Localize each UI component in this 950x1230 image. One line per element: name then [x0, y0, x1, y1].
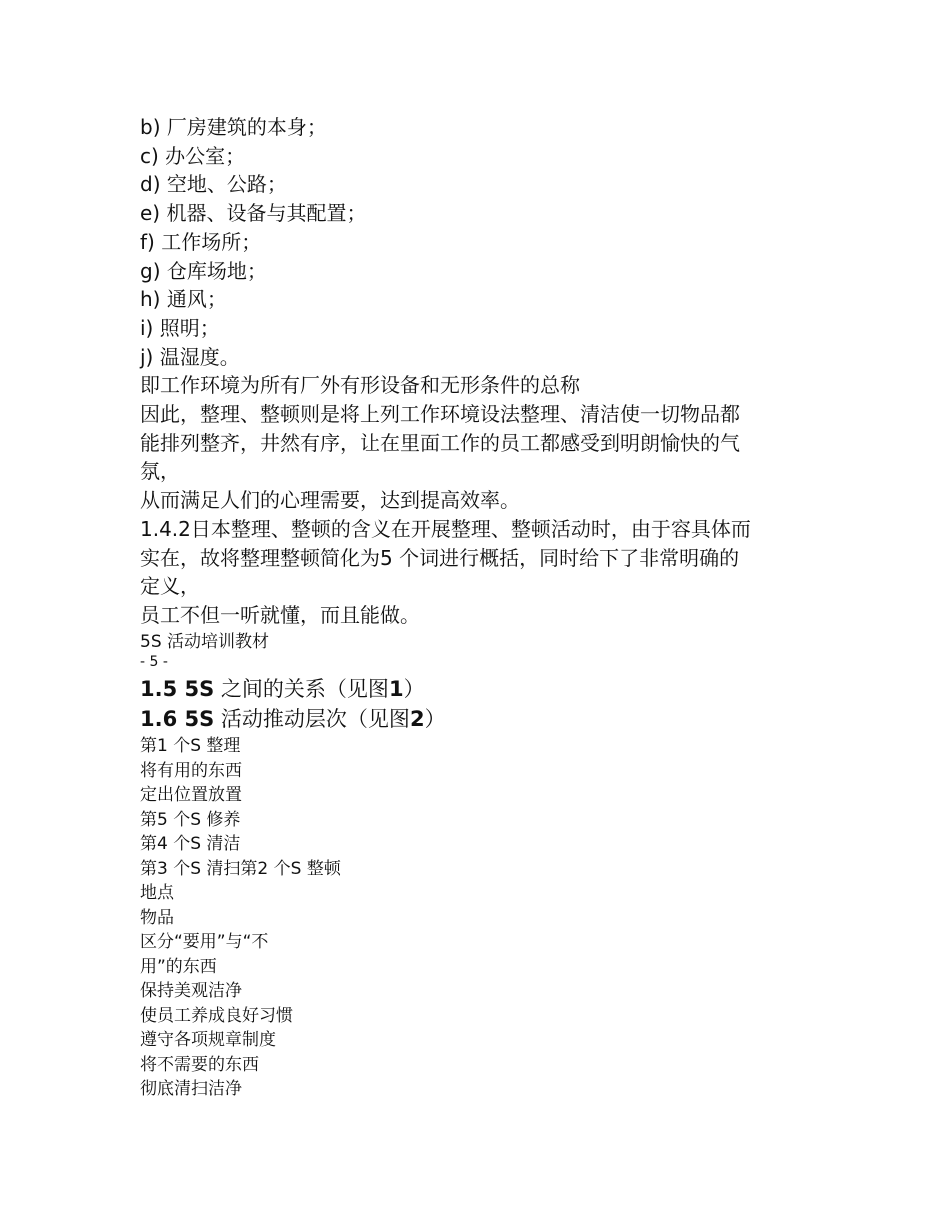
- figure-text-line: 第3 个S 清扫第2 个S 整顿: [140, 858, 341, 879]
- list-item: g) 仓库场地；: [140, 258, 267, 283]
- list-item: h) 通风；: [140, 287, 227, 312]
- footer-title: 5S 活动培训教材: [140, 631, 270, 652]
- figure-text-line: 用”的东西: [140, 956, 217, 977]
- closing-paren: ）: [403, 677, 425, 702]
- paragraph-line: 从而满足人们的心理需要，达到提高效率。: [140, 488, 520, 513]
- figure-text-line: 将不需要的东西: [140, 1054, 259, 1075]
- paragraph-line: 氛，: [140, 459, 180, 484]
- paragraph-line: 定义，: [140, 574, 200, 599]
- paragraph-line: 实在，故将整理整顿简化为5 个词进行概括，同时给下了非常明确的: [140, 545, 740, 570]
- figure-text-line: 遵守各项规章制度: [140, 1030, 276, 1051]
- closing-paren: ）: [424, 707, 446, 732]
- list-item: b) 厂房建筑的本身；: [140, 115, 327, 139]
- figure-text-line: 物品: [140, 907, 174, 928]
- environment-list: [140, 113, 820, 371]
- page-number: - 5 -: [140, 654, 168, 671]
- figure-text-line: 第1 个S 整理: [140, 736, 241, 757]
- body-paragraph: [140, 371, 820, 629]
- figure-text-line: 第4 个S 清洁: [140, 834, 241, 855]
- paragraph-line: 因此，整理、整顿则是将上列工作环境设法整理、清洁使一切物品都: [140, 402, 740, 427]
- section-heading: [140, 704, 820, 734]
- list-item: j) 温湿度。: [140, 344, 240, 369]
- figure-text-line: 保持美观洁净: [140, 981, 242, 1002]
- list-item: c) 办公室；: [140, 143, 246, 168]
- figure-text-line: 使员工养成良好习惯: [140, 1005, 293, 1026]
- section-number: 1.6 5S: [140, 707, 215, 732]
- section-title: 之间的关系（见图: [214, 677, 389, 702]
- figure-text-line: 地点: [140, 883, 174, 904]
- section-number: 1.5 5S: [140, 677, 215, 702]
- figure-text-line: 区分“要用”与“不: [140, 932, 269, 953]
- page-footer: [140, 630, 820, 671]
- page-content: [140, 113, 820, 1102]
- figure-text-line: 将有用的东西: [140, 760, 242, 781]
- paragraph-line: 员工不但一听就懂，而且能做。: [140, 602, 420, 627]
- figure-number: 2: [409, 707, 425, 732]
- paragraph-line: 能排列整齐，井然有序，让在里面工作的员工都感受到明朗愉快的气: [140, 430, 740, 455]
- figure-text-line: 彻底清扫洁净: [140, 1079, 242, 1100]
- paragraph-line: 即工作环境为所有厂外有形设备和无形条件的总称: [140, 373, 580, 398]
- figure-text-line: 定出位置放置: [140, 785, 242, 806]
- figure-text-line: 第5 个S 修养: [140, 809, 241, 830]
- figure-text-block: [140, 734, 820, 1102]
- list-item: i) 照明；: [140, 315, 220, 340]
- figure-number: 1: [388, 677, 404, 702]
- list-item: f) 工作场所；: [140, 229, 262, 254]
- list-item: d) 空地、公路；: [140, 172, 287, 197]
- paragraph-line: 1.4.2日本整理、整顿的含义在开展整理、整顿活动时，由于容具体而: [140, 516, 751, 541]
- section-title: 活动推动层次（见图: [214, 707, 410, 732]
- list-item: e) 机器、设备与其配置；: [140, 201, 367, 226]
- section-heading: [140, 674, 820, 704]
